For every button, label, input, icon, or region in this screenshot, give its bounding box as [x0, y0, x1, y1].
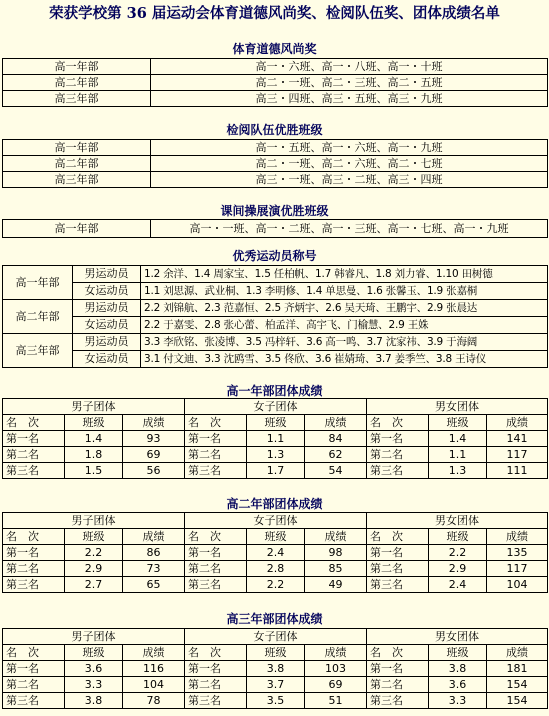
- table-row: [3, 140, 548, 156]
- column-header: 成绩: [305, 415, 367, 431]
- team-results-title: 高三年部团体成绩: [226, 612, 323, 626]
- score-cell: 111: [487, 463, 548, 479]
- grade-cell: 高二年部: [3, 300, 73, 334]
- class-cell: 3.5: [247, 693, 305, 709]
- table-header-row: [3, 513, 548, 529]
- column-header: 班级: [65, 645, 123, 661]
- team-group-header: 男子团体: [3, 629, 185, 645]
- score-cell: 69: [123, 447, 185, 463]
- score-cell: 69: [305, 677, 367, 693]
- athlete-type-cell: 男运动员: [73, 300, 141, 317]
- team-results-table: [2, 628, 548, 709]
- class-cell: 3.3: [65, 677, 123, 693]
- table-header-row: [3, 415, 548, 431]
- athlete-names-cell: 1.1 刘思源、武业桐、1.3 李明修、1.4 单思曼、1.6 张馨玉、1.9 张嘉桐: [141, 283, 548, 300]
- class-cell: 2.9: [429, 561, 487, 577]
- grade-cell: 高三年部: [3, 334, 73, 368]
- rank-cell: 第一名: [185, 661, 247, 677]
- rank-cell: 第二名: [367, 677, 429, 693]
- classes-cell: 高三・四班、高三・五班、高三・九班: [151, 91, 548, 107]
- athlete-names-cell: 3.1 付文迪、3.3 沈鸥雪、3.5 佟欣、3.6 崔婧琦、3.7 姜季竺、3.8 王诗仪: [141, 351, 548, 368]
- table-row: [3, 661, 548, 677]
- score-cell: 65: [123, 577, 185, 593]
- column-header: 成绩: [305, 645, 367, 661]
- column-header: 班级: [429, 415, 487, 431]
- table-row: [3, 266, 548, 283]
- score-cell: 84: [305, 431, 367, 447]
- team-group-header: 男女团体: [367, 513, 548, 529]
- class-cell: 1.5: [65, 463, 123, 479]
- class-cell: 1.1: [429, 447, 487, 463]
- team-results-table: [2, 512, 548, 593]
- exercise-table: [2, 219, 548, 238]
- rank-cell: 第二名: [3, 677, 65, 693]
- team-group-header: 男子团体: [3, 399, 185, 415]
- athletes-table: [2, 265, 548, 368]
- grade-cell: 高二年部: [3, 156, 151, 172]
- rank-cell: 第一名: [185, 431, 247, 447]
- column-header: 班级: [429, 529, 487, 545]
- column-header: 班级: [247, 645, 305, 661]
- rank-cell: 第三名: [367, 577, 429, 593]
- column-header: 成绩: [487, 645, 548, 661]
- rank-cell: 第三名: [367, 693, 429, 709]
- table-row: [3, 431, 548, 447]
- score-cell: 141: [487, 431, 548, 447]
- rank-cell: 第二名: [185, 561, 247, 577]
- table-row: [3, 577, 548, 593]
- grade-cell: 高一年部: [3, 220, 151, 238]
- rank-cell: 第二名: [367, 447, 429, 463]
- class-cell: 2.4: [247, 545, 305, 561]
- grade-cell: 高三年部: [3, 91, 151, 107]
- grade-cell: 高一年部: [3, 140, 151, 156]
- table-header-row: [3, 629, 548, 645]
- parade-table: [2, 139, 548, 188]
- table-row: [3, 283, 548, 300]
- score-cell: 154: [487, 693, 548, 709]
- score-cell: 104: [487, 577, 548, 593]
- rank-cell: 第一名: [3, 661, 65, 677]
- team-group-header: 女子团体: [185, 513, 367, 529]
- class-cell: 3.6: [429, 677, 487, 693]
- column-header: 名 次: [367, 415, 429, 431]
- column-header: 班级: [65, 415, 123, 431]
- column-header: 成绩: [123, 529, 185, 545]
- team-results-title: 高一年部团体成绩: [226, 384, 323, 398]
- table-row: [3, 172, 548, 188]
- grade-cell: 高一年部: [3, 59, 151, 75]
- class-cell: 2.8: [247, 561, 305, 577]
- athlete-names-cell: 2.2 于嘉雯、2.8 张心蕾、柏孟洋、高宇飞、门榆慧、2.9 王姝: [141, 317, 548, 334]
- column-header: 名 次: [3, 415, 65, 431]
- sportsmanship-table: [2, 58, 548, 107]
- column-header: 名 次: [3, 529, 65, 545]
- score-cell: 104: [123, 677, 185, 693]
- column-header: 班级: [247, 529, 305, 545]
- column-header: 成绩: [305, 529, 367, 545]
- table-row: [3, 545, 548, 561]
- score-cell: 51: [305, 693, 367, 709]
- table-row: [3, 334, 548, 351]
- team-group-header: 男子团体: [3, 513, 185, 529]
- classes-cell: 高二・一班、高二・三班、高二・五班: [151, 75, 548, 91]
- table-header-row: [3, 529, 548, 545]
- rank-cell: 第二名: [3, 447, 65, 463]
- score-cell: 54: [305, 463, 367, 479]
- table-row: [3, 317, 548, 334]
- classes-cell: 高一・一班、高一・二班、高一・三班、高一・七班、高一・九班: [151, 220, 548, 238]
- score-cell: 73: [123, 561, 185, 577]
- team-group-header: 女子团体: [185, 399, 367, 415]
- team-group-header: 女子团体: [185, 629, 367, 645]
- class-cell: 3.7: [247, 677, 305, 693]
- score-cell: 116: [123, 661, 185, 677]
- classes-cell: 高三・一班、高三・二班、高三・四班: [151, 172, 548, 188]
- table-row: [3, 59, 548, 75]
- class-cell: 2.4: [429, 577, 487, 593]
- rank-cell: 第一名: [367, 545, 429, 561]
- score-cell: 85: [305, 561, 367, 577]
- class-cell: 3.8: [247, 661, 305, 677]
- table-row: [3, 463, 548, 479]
- rank-cell: 第三名: [185, 693, 247, 709]
- class-cell: 2.7: [65, 577, 123, 593]
- score-cell: 62: [305, 447, 367, 463]
- rank-cell: 第二名: [185, 447, 247, 463]
- class-cell: 1.3: [247, 447, 305, 463]
- table-row: [3, 75, 548, 91]
- table-row: [3, 300, 548, 317]
- class-cell: 1.7: [247, 463, 305, 479]
- grade-cell: 高二年部: [3, 75, 151, 91]
- rank-cell: 第三名: [3, 577, 65, 593]
- score-cell: 78: [123, 693, 185, 709]
- class-cell: 1.4: [65, 431, 123, 447]
- rank-cell: 第三名: [185, 577, 247, 593]
- table-row: [3, 91, 548, 107]
- column-header: 名 次: [185, 529, 247, 545]
- score-cell: 154: [487, 677, 548, 693]
- table-header-row: [3, 399, 548, 415]
- class-cell: 1.1: [247, 431, 305, 447]
- grade-cell: 高一年部: [3, 266, 73, 300]
- class-cell: 1.3: [429, 463, 487, 479]
- class-cell: 2.2: [429, 545, 487, 561]
- team-results-table: [2, 398, 548, 479]
- team-group-header: 男女团体: [367, 629, 548, 645]
- athlete-type-cell: 女运动员: [73, 317, 141, 334]
- rank-cell: 第三名: [185, 463, 247, 479]
- rank-cell: 第三名: [3, 463, 65, 479]
- rank-cell: 第一名: [367, 661, 429, 677]
- table-row: [3, 693, 548, 709]
- score-cell: 86: [123, 545, 185, 561]
- exercise-title: 课间操展演优胜班级: [220, 204, 329, 218]
- athlete-names-cell: 2.2 刘锦航、2.3 范嘉恒、2.5 齐炳宇、2.6 吴天琦、王鹏宇、2.9 张晨达: [141, 300, 548, 317]
- class-cell: 3.6: [65, 661, 123, 677]
- athlete-type-cell: 女运动员: [73, 351, 141, 368]
- athlete-names-cell: 3.3 李欣铭、张凌博、3.5 冯梓轩、3.6 高一鸣、3.7 沈家祎、3.9 于海阔: [141, 334, 548, 351]
- column-header: 成绩: [487, 529, 548, 545]
- classes-cell: 高二・一班、高二・六班、高二・七班: [151, 156, 548, 172]
- table-header-row: [3, 645, 548, 661]
- athlete-type-cell: 男运动员: [73, 334, 141, 351]
- score-cell: 93: [123, 431, 185, 447]
- athlete-type-cell: 女运动员: [73, 283, 141, 300]
- class-cell: 2.2: [65, 545, 123, 561]
- class-cell: 1.4: [429, 431, 487, 447]
- column-header: 成绩: [123, 415, 185, 431]
- grade-cell: 高三年部: [3, 172, 151, 188]
- rank-cell: 第三名: [367, 463, 429, 479]
- table-row: [3, 351, 548, 368]
- classes-cell: 高一・六班、高一・八班、高一・十班: [151, 59, 548, 75]
- rank-cell: 第二名: [367, 561, 429, 577]
- rank-cell: 第一名: [367, 431, 429, 447]
- column-header: 班级: [247, 415, 305, 431]
- rank-cell: 第一名: [3, 431, 65, 447]
- column-header: 班级: [65, 529, 123, 545]
- column-header: 名 次: [367, 645, 429, 661]
- score-cell: 117: [487, 561, 548, 577]
- class-cell: 3.8: [65, 693, 123, 709]
- rank-cell: 第一名: [3, 545, 65, 561]
- team-results-title: 高二年部团体成绩: [226, 497, 323, 511]
- athlete-names-cell: 1.2 余洋、1.4 周家宝、1.5 任柏帆、1.7 韩睿凡、1.8 刘力睿、1.10 田树德: [141, 266, 548, 283]
- rank-cell: 第三名: [3, 693, 65, 709]
- page-title: 荣获学校第 36 届运动会体育道德风尚奖、检阅队伍奖、团体成绩名单: [49, 5, 500, 22]
- class-cell: 1.8: [65, 447, 123, 463]
- score-cell: 135: [487, 545, 548, 561]
- class-cell: 2.9: [65, 561, 123, 577]
- score-cell: 117: [487, 447, 548, 463]
- rank-cell: 第二名: [185, 677, 247, 693]
- table-row: [3, 561, 548, 577]
- column-header: 名 次: [3, 645, 65, 661]
- table-row: [3, 220, 548, 238]
- column-header: 成绩: [487, 415, 548, 431]
- score-cell: 56: [123, 463, 185, 479]
- athlete-type-cell: 男运动员: [73, 266, 141, 283]
- class-cell: 3.8: [429, 661, 487, 677]
- score-cell: 98: [305, 545, 367, 561]
- column-header: 班级: [429, 645, 487, 661]
- score-cell: 49: [305, 577, 367, 593]
- score-cell: 103: [305, 661, 367, 677]
- team-group-header: 男女团体: [367, 399, 548, 415]
- rank-cell: 第二名: [3, 561, 65, 577]
- table-row: [3, 156, 548, 172]
- rank-cell: 第一名: [185, 545, 247, 561]
- column-header: 成绩: [123, 645, 185, 661]
- column-header: 名 次: [367, 529, 429, 545]
- athletes-title: 优秀运动员称号: [232, 249, 317, 263]
- parade-title: 检阅队伍优胜班级: [226, 123, 323, 137]
- classes-cell: 高一・五班、高一・六班、高一・九班: [151, 140, 548, 156]
- score-cell: 181: [487, 661, 548, 677]
- table-row: [3, 447, 548, 463]
- column-header: 名 次: [185, 645, 247, 661]
- class-cell: 3.3: [429, 693, 487, 709]
- column-header: 名 次: [185, 415, 247, 431]
- sportsmanship-title: 体育道德风尚奖: [232, 42, 317, 56]
- table-row: [3, 677, 548, 693]
- class-cell: 2.2: [247, 577, 305, 593]
